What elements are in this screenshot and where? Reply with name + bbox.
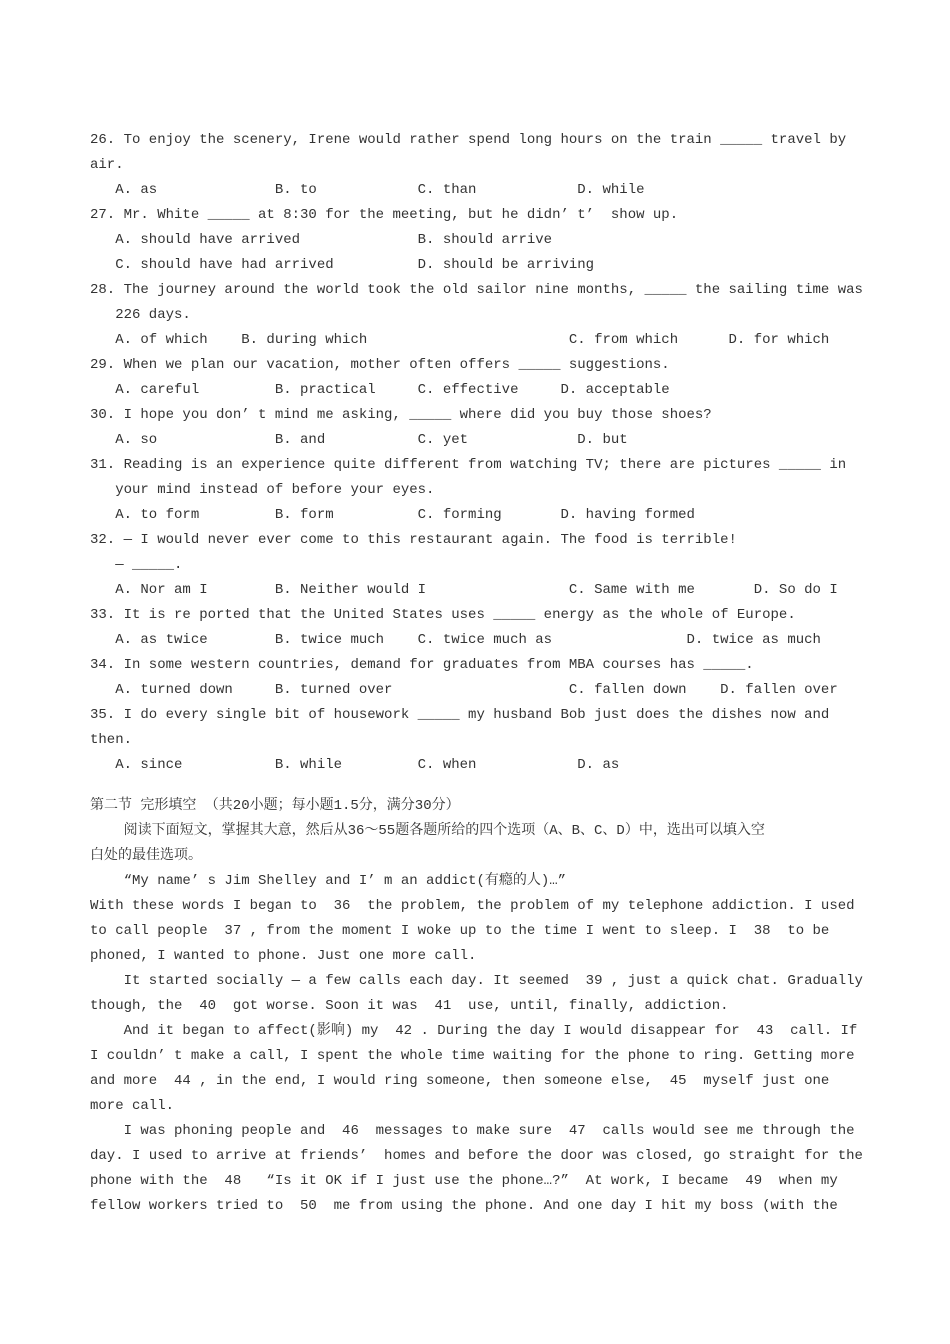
- question-34-line: 34. In some western countries, demand for graduates from MBA courses has _____.: [90, 657, 754, 673]
- question-35-line: 35. I do every single bit of housework _____ my husband Bob just does the dishes now and: [90, 707, 830, 723]
- cloze-line: though, the 40 got worse. Soon it was 41 use, until, finally, addiction.: [90, 998, 729, 1014]
- cloze-line: and more 44 , in the end, I would ring someone, then someone else, 45 myself just one: [90, 1073, 830, 1089]
- question-32-line: — _____.: [90, 557, 183, 573]
- question-28-line: A. of which B. during which C. from which D. for which: [90, 332, 830, 348]
- cloze-line: fellow workers tried to 50 me from using the phone. And one day I hit my boss (with the: [90, 1198, 838, 1214]
- cloze-line: day. I used to arrive at friends’ homes and before the door was closed, go straight for the: [90, 1148, 863, 1164]
- question-27-line: C. should have had arrived D. should be arriving: [90, 257, 595, 273]
- cloze-section: [90, 794, 890, 1219]
- question-27-line: A. should have arrived B. should arrive: [90, 232, 553, 248]
- question-26-line: air.: [90, 157, 124, 173]
- cloze-line: I was phoning people and 46 messages to make sure 47 calls would see me through the: [90, 1123, 855, 1139]
- question-31-line: your mind instead of before your eyes.: [90, 482, 435, 498]
- cloze-line: phone with the 48 “Is it OK if I just use the phone…?” At work, I became 49 when my: [90, 1173, 838, 1189]
- question-30-line: 30. I hope you don’ t mind me asking, _____ where did you buy those shoes?: [90, 407, 712, 423]
- cloze-line: 白处的最佳选项。: [90, 848, 202, 864]
- cloze-line: I couldn’ t make a call, I spent the whole time waiting for the phone to ring. Getting more: [90, 1048, 855, 1064]
- question-31-line: A. to form B. form C. forming D. having formed: [90, 507, 695, 523]
- multiple-choice-section: [90, 128, 890, 778]
- question-26-line: A. as B. to C. than D. while: [90, 182, 645, 198]
- question-32-line: A. Nor am I B. Neither would I C. Same with me D. So do I: [90, 582, 838, 598]
- question-28-line: 28. The journey around the world took the old sailor nine months, _____ the sailing time was: [90, 282, 863, 298]
- cloze-line: to call people 37 , from the moment I woke up to the time I went to sleep. I 38 to be: [90, 923, 830, 939]
- cloze-line: “My name’ s Jim Shelley and I’ m an addict(有瘾的人)…”: [90, 873, 567, 889]
- cloze-passage: [90, 819, 890, 1219]
- question-35-line: then.: [90, 732, 133, 748]
- question-31-line: 31. Reading is an experience quite different from watching TV; there are pictures _____ in: [90, 457, 847, 473]
- question-35-line: A. since B. while C. when D. as: [90, 757, 620, 773]
- question-29-line: A. careful B. practical C. effective D. acceptable: [90, 382, 670, 398]
- cloze-line: 阅读下面短文，掌握其大意，然后从36～55题各题所给的四个选项（A、B、C、D）中，选出可以填入空: [90, 823, 765, 839]
- question-27-line: 27. Mr. White _____ at 8:30 for the meeting, but he didn’ t’ show up.: [90, 207, 679, 223]
- question-33-line: A. as twice B. twice much C. twice much as D. twice as much: [90, 632, 821, 648]
- cloze-line: It started socially — a few calls each day. It seemed 39 , just a quick chat. Gradually: [90, 973, 863, 989]
- cloze-line: With these words I began to 36 the problem, the problem of my telephone addiction. I used: [90, 898, 855, 914]
- exam-content: [90, 128, 890, 1219]
- question-28-line: 226 days.: [90, 307, 191, 323]
- question-34-line: A. turned down B. turned over C. fallen down D. fallen over: [90, 682, 838, 698]
- question-33-line: 33. It is re ported that the United States uses _____ energy as the whole of Europe.: [90, 607, 796, 623]
- cloze-line: phoned, I wanted to phone. Just one more call.: [90, 948, 477, 964]
- cloze-section-header: 第二节 完形填空 （共20小题；每小题1.5分，满分30分）: [90, 798, 460, 814]
- question-30-line: A. so B. and C. yet D. but: [90, 432, 628, 448]
- question-32-line: 32. — I would never ever come to this restaurant again. The food is terrible!: [90, 532, 737, 548]
- cloze-line: more call.: [90, 1098, 175, 1114]
- question-26-line: 26. To enjoy the scenery, Irene would rather spend long hours on the train _____ travel by: [90, 132, 847, 148]
- question-29-line: 29. When we plan our vacation, mother often offers _____ suggestions.: [90, 357, 670, 373]
- cloze-line: And it began to affect(影响) my 42 . During the day I would disappear for 43 call. If: [90, 1023, 858, 1039]
